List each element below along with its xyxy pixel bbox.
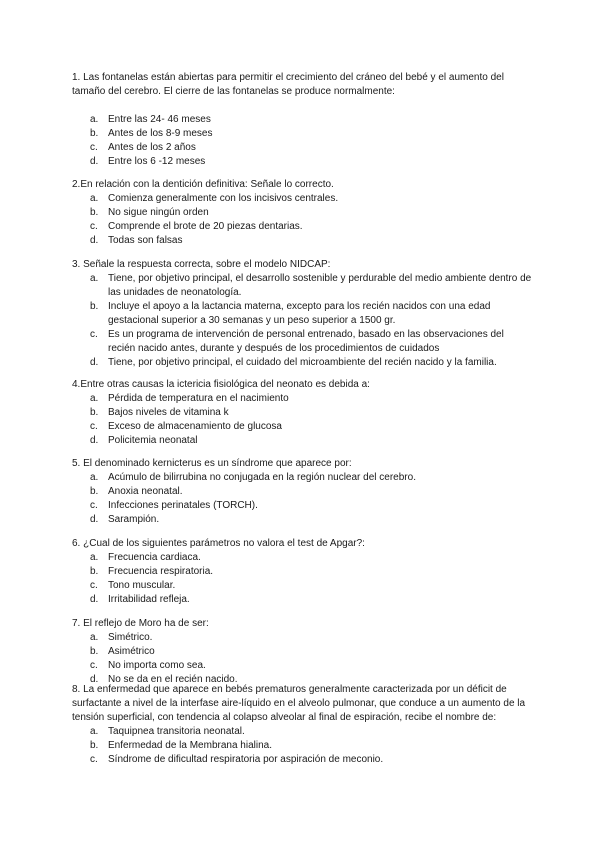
option — [72, 725, 532, 739]
option — [72, 631, 532, 645]
option-text: Simétrico. — [108, 632, 153, 643]
option — [72, 127, 532, 141]
question-stem: 4.Entre otras causas la ictericia fisiológica del neonato es debida a: — [72, 379, 370, 390]
option-letter: c. — [90, 754, 98, 765]
question-stem: 2.En relación con la dentición definitiva: Señale lo correcto. — [72, 179, 334, 190]
option-text: Asimétrico — [108, 646, 155, 657]
option-letter: b. — [90, 566, 99, 577]
option — [72, 579, 532, 593]
option-letter: c. — [90, 500, 98, 511]
option-letter: d. — [90, 674, 99, 685]
option-text: No se da en el recién nacido. — [108, 674, 238, 685]
option-letter: b. — [90, 486, 99, 497]
option-letter: a. — [90, 193, 99, 204]
option-text: Sarampión. — [108, 514, 160, 525]
option-letter: a. — [90, 632, 99, 643]
option — [72, 113, 532, 127]
option — [72, 392, 532, 406]
option — [72, 551, 532, 565]
option-letter: d. — [90, 357, 99, 368]
question-4 — [72, 378, 532, 448]
option — [72, 328, 532, 356]
option — [72, 141, 532, 155]
option — [72, 471, 532, 485]
option — [72, 206, 532, 220]
question-7 — [72, 617, 532, 687]
option-text: Acúmulo de bilirrubina no conjugada en la región nuclear del cerebro. — [108, 472, 416, 483]
option-letter: b. — [90, 646, 99, 657]
option-letter: c. — [90, 421, 98, 432]
option-letter: d. — [90, 514, 99, 525]
option-letter: b. — [90, 207, 99, 218]
option-text: Entre los 6 -12 meses — [108, 156, 206, 167]
option-text: Tiene, por objetivo principal, el cuidado del microambiente del recién nacido y la familia. — [108, 357, 497, 368]
option-text: Frecuencia cardiaca. — [108, 552, 201, 563]
option — [72, 753, 532, 767]
option — [72, 739, 532, 753]
option-letter: b. — [90, 407, 99, 418]
option — [72, 155, 532, 169]
options-list — [72, 631, 532, 687]
option — [72, 234, 532, 248]
option-text: No importa como sea. — [108, 660, 206, 671]
option-text: Frecuencia respiratoria. — [108, 566, 214, 577]
options-list — [72, 725, 532, 767]
option — [72, 659, 532, 673]
option-letter: c. — [90, 329, 98, 340]
question-stem: 7. El reflejo de Moro ha de ser: — [72, 618, 209, 629]
option — [72, 513, 532, 527]
option-letter: d. — [90, 235, 99, 246]
option-letter: a. — [90, 472, 99, 483]
options-list — [72, 471, 532, 527]
question-5 — [72, 457, 532, 527]
question-2 — [72, 178, 532, 248]
option — [72, 420, 532, 434]
option-letter: a. — [90, 273, 99, 284]
option-text: Irritabilidad refleja. — [108, 594, 190, 605]
option — [72, 406, 532, 420]
option — [72, 220, 532, 234]
option-letter: d. — [90, 594, 99, 605]
question-stem: 3. Señale la respuesta correcta, sobre el modelo NIDCAP: — [72, 259, 331, 270]
option-text: Todas son falsas — [108, 235, 183, 246]
option-text: Infecciones perinatales (TORCH). — [108, 500, 258, 511]
option-letter: a. — [90, 726, 99, 737]
option-text: Síndrome de dificultad respiratoria por aspiración de meconio. — [108, 754, 384, 765]
question-3 — [72, 258, 532, 370]
option-text: Exceso de almacenamiento de glucosa — [108, 421, 282, 432]
options-list — [72, 272, 532, 370]
option-text: Antes de los 2 años — [108, 142, 196, 153]
option-text: Pérdida de temperatura en el nacimiento — [108, 393, 289, 404]
question-stem: 5. El denominado kernicterus es un síndrome que aparece por: — [72, 458, 352, 469]
question-8 — [72, 683, 532, 767]
question-1 — [72, 71, 532, 169]
option-letter: a. — [90, 552, 99, 563]
option-letter: c. — [90, 142, 98, 153]
option — [72, 499, 532, 513]
option-text: Es un programa de intervención de personal entrenado, basado en las observaciones del recién nacido antes, durante y después de los procedimientos de cuidados — [108, 329, 504, 354]
option-text: Taquipnea transitoria neonatal. — [108, 726, 245, 737]
option — [72, 300, 532, 328]
option-text: Tono muscular. — [108, 580, 176, 591]
option-letter: a. — [90, 114, 99, 125]
option-text: Incluye el apoyo a la lactancia materna, excepto para los recién nacidos con una edad gestacional superior a 30 semanas y un peso superior a 1500 gr. — [108, 301, 491, 326]
option-letter: c. — [90, 660, 98, 671]
option — [72, 593, 532, 607]
option-letter: d. — [90, 435, 99, 446]
option-letter: b. — [90, 128, 99, 139]
question-6 — [72, 537, 532, 607]
option-text: Tiene, por objetivo principal, el desarrollo sostenible y perdurable del medio ambiente dentro de las unidades de neonatología. — [108, 273, 532, 298]
option — [72, 272, 532, 300]
option-text: Bajos niveles de vitamina k — [108, 407, 229, 418]
option-letter: b. — [90, 301, 99, 312]
question-stem: 8. La enfermedad que aparece en bebés prematuros generalmente caracterizada por un déficit de surfactante a nivel de la interfase aire-líquido en el alveolo pulmonar, que conduce a un aumento de la tensión superficial, con tendencia al colapso alveolar al final de espiración, recibe el nombre de: — [72, 684, 526, 723]
option — [72, 192, 532, 206]
options-list — [72, 192, 532, 248]
options-list — [72, 392, 532, 448]
option-letter: b. — [90, 740, 99, 751]
question-stem: 6. ¿Cual de los siguientes parámetros no valora el test de Apgar?: — [72, 538, 365, 549]
option-text: Comienza generalmente con los incisivos centrales. — [108, 193, 339, 204]
option — [72, 485, 532, 499]
option — [72, 356, 532, 370]
option-text: Antes de los 8-9 meses — [108, 128, 213, 139]
option-text: Entre las 24- 46 meses — [108, 114, 211, 125]
option-text: Enfermedad de la Membrana hialina. — [108, 740, 272, 751]
option-letter: a. — [90, 393, 99, 404]
option-letter: d. — [90, 156, 99, 167]
options-list — [72, 113, 532, 169]
option — [72, 645, 532, 659]
option-letter: c. — [90, 580, 98, 591]
option — [72, 434, 532, 448]
option-letter: c. — [90, 221, 98, 232]
options-list — [72, 551, 532, 607]
option — [72, 565, 532, 579]
option-text: Policitemia neonatal — [108, 435, 198, 446]
option-text: Anoxia neonatal. — [108, 486, 183, 497]
question-stem: 1. Las fontanelas están abiertas para permitir el crecimiento del cráneo del bebé y el aumento del tamaño del cerebro. El cierre de las fontanelas se produce normalmente: — [72, 72, 504, 97]
option-text: No sigue ningún orden — [108, 207, 209, 218]
option-text: Comprende el brote de 20 piezas dentarias. — [108, 221, 303, 232]
